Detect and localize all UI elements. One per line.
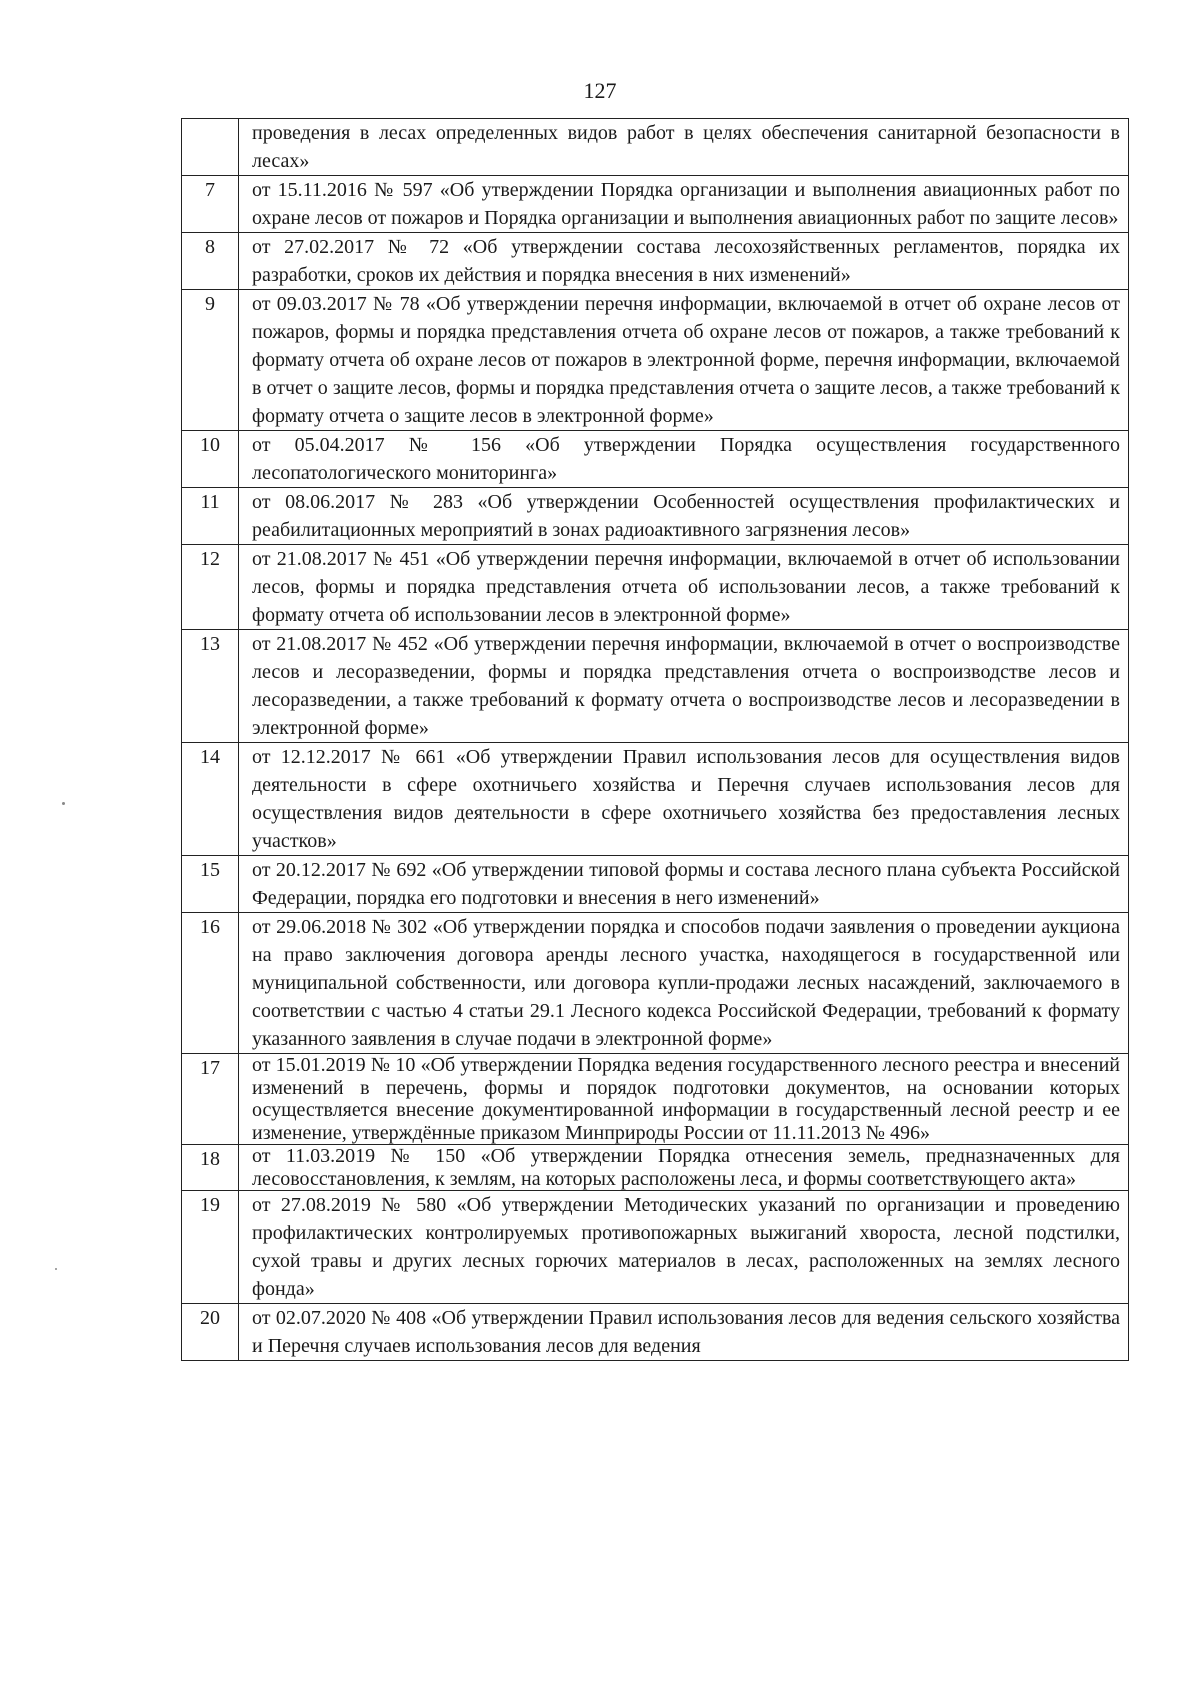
regulations-table: [181, 118, 1129, 1361]
row-text: от 21.08.2017 № 452 «Об утверждении перечня информации, включаемой в отчет о воспроизводстве лесов и лесоразведении, формы и порядка представления отчета о воспроизводстве лесов и лесоразведении, а также требований к формату отчета о воспроизводстве лесов и лесоразведении в электронной форме»: [239, 630, 1129, 743]
table-row: [182, 488, 1129, 545]
page-number: 127: [583, 78, 617, 103]
row-number: 13: [182, 630, 239, 743]
row-number: 8: [182, 233, 239, 290]
table-row: [182, 176, 1129, 233]
row-text: от 29.06.2018 № 302 «Об утверждении порядка и способов подачи заявления о проведении аукциона на право заключения договора аренды лесного участка, находящегося в государственной или муниципальной собственности, или договора купли-продажи лесных насаждений, заключаемого в соответствии с частью 4 статьи 29.1 Лесного кодекса Российской Федерации, требований к формату указанного заявления в случае подачи в электронной форме»: [239, 913, 1129, 1054]
row-text: от 11.03.2019 № 150 «Об утверждении Порядка отнесения земель, предназначенных для лесовосстановления, к землям, на которых расположены леса, и формы соответствующего акта»: [239, 1145, 1129, 1191]
row-text: от 27.08.2019 № 580 «Об утверждении Методических указаний по организации и проведению профилактических контролируемых противопожарных выжиганий хвороста, лесной подстилки, сухой травы и других лесных горючих материалов в лесах, расположенных на землях лесного фонда»: [239, 1191, 1129, 1304]
row-text: от 12.12.2017 № 661 «Об утверждении Правил использования лесов для осуществления видов деятельности в сфере охотничьего хозяйства и Перечня случаев использования лесов для осуществления видов деятельности в сфере охотничьего хозяйства без предоставления лесных участков»: [239, 743, 1129, 856]
row-text: от 21.08.2017 № 451 «Об утверждении перечня информации, включаемой в отчет об использовании лесов, формы и порядка представления отчета об использовании лесов, а также требований к формату отчета об использовании лесов в электронной форме»: [239, 545, 1129, 630]
scan-speck: [55, 1268, 57, 1270]
row-text: от 05.04.2017 № 156 «Об утверждении Порядка осуществления государственного лесопатологического мониторинга»: [239, 431, 1129, 488]
row-number: 20: [182, 1304, 239, 1361]
row-number: 19: [182, 1191, 239, 1304]
row-number: 17: [182, 1054, 239, 1145]
row-text: от 02.07.2020 № 408 «Об утверждении Правил использования лесов для ведения сельского хозяйства и Перечня случаев использования лесов для ведения: [239, 1304, 1129, 1361]
row-number: 14: [182, 743, 239, 856]
row-number: 10: [182, 431, 239, 488]
row-number: 11: [182, 488, 239, 545]
row-number: [182, 119, 239, 176]
row-number: 16: [182, 913, 239, 1054]
row-text: от 08.06.2017 № 283 «Об утверждении Особенностей осуществления профилактических и реабилитационных мероприятий в зонах радиоактивного загрязнения лесов»: [239, 488, 1129, 545]
table-row: [182, 290, 1129, 431]
table-row: [182, 630, 1129, 743]
row-number: 12: [182, 545, 239, 630]
table-row: [182, 1191, 1129, 1304]
row-number: 9: [182, 290, 239, 431]
table-row: [182, 119, 1129, 176]
table-row: [182, 1054, 1129, 1145]
table-row: [182, 1145, 1129, 1191]
table-row: [182, 233, 1129, 290]
table-row: [182, 913, 1129, 1054]
table-row: [182, 856, 1129, 913]
table-row: [182, 1304, 1129, 1361]
row-text: проведения в лесах определенных видов работ в целях обеспечения санитарной безопасности в лесах»: [239, 119, 1129, 176]
row-text: от 27.02.2017 № 72 «Об утверждении состава лесохозяйственных регламентов, порядка их разработки, сроков их действия и порядка внесения в них изменений»: [239, 233, 1129, 290]
row-number: 15: [182, 856, 239, 913]
row-text: от 15.01.2019 № 10 «Об утверждении Порядка ведения государственного лесного реестра и внесений изменений в перечень, формы и порядок подготовки документов, на основании которых осуществляется внесение документированной информации в государственный лесной реестр и ее изменение, утверждённые приказом Минприроды России от 11.11.2013 № 496»: [239, 1054, 1129, 1145]
row-text: от 09.03.2017 № 78 «Об утверждении перечня информации, включаемой в отчет об охране лесов от пожаров, формы и порядка представления отчета об охране лесов от пожаров, а также требований к формату отчета об охране лесов от пожаров в электронной форме, перечня информации, включаемой в отчет о защите лесов, формы и порядка представления отчета о защите лесов, а также требований к формату отчета о защите лесов в электронной форме»: [239, 290, 1129, 431]
table-row: [182, 545, 1129, 630]
row-number: 7: [182, 176, 239, 233]
table-row: [182, 431, 1129, 488]
row-text: от 20.12.2017 № 692 «Об утверждении типовой формы и состава лесного плана субъекта Российской Федерации, порядка его подготовки и внесения в него изменений»: [239, 856, 1129, 913]
row-text: от 15.11.2016 № 597 «Об утверждении Порядка организации и выполнения авиационных работ по охране лесов от пожаров и Порядка организации и выполнения авиационных работ по защите лесов»: [239, 176, 1129, 233]
row-number: 18: [182, 1145, 239, 1191]
table-row: [182, 743, 1129, 856]
scan-speck: [62, 802, 65, 805]
